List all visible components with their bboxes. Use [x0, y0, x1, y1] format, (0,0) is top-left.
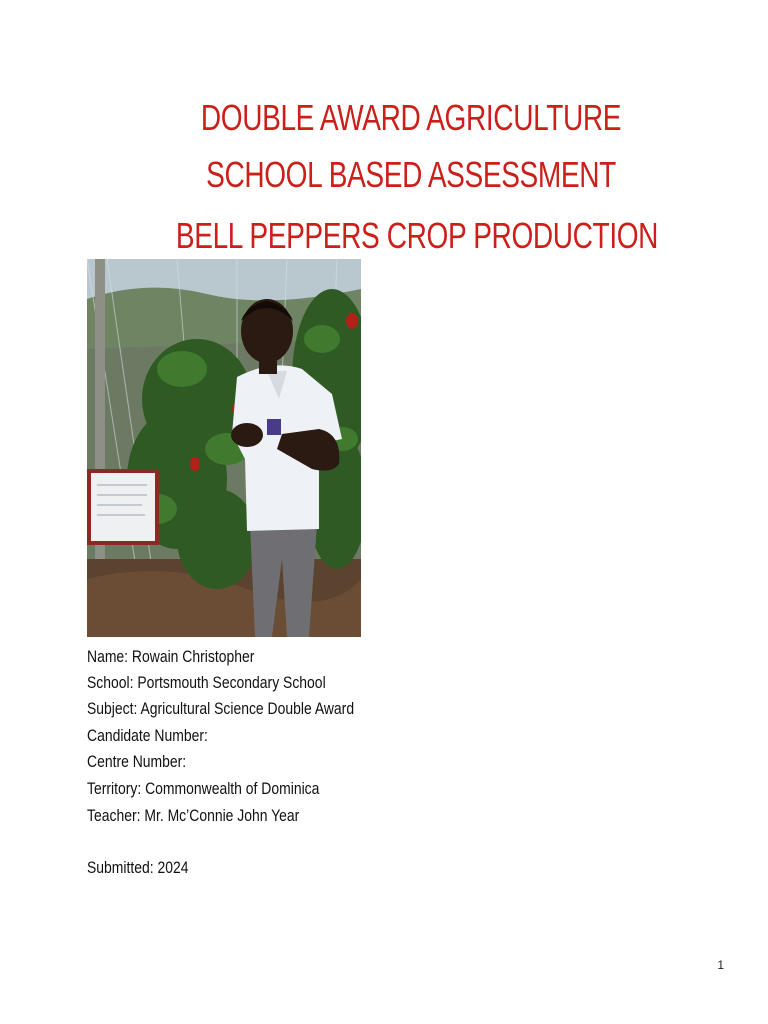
detail-name: Name: Rowain Christopher [87, 647, 255, 666]
page-number: 1 [717, 958, 724, 972]
detail-teacher: Teacher: Mr. Mc’Connie John Year [87, 806, 300, 825]
detail-subject: Subject: Agricultural Science Double Award [87, 699, 355, 718]
detail-candidate-number: Candidate Number: [87, 726, 208, 745]
detail-school: School: Portsmouth Secondary School [87, 673, 326, 692]
title-line-1: DOUBLE AWARD AGRICULTURE [200, 97, 622, 138]
detail-territory: Territory: Commonwealth of Dominica [87, 779, 320, 798]
student-photo [87, 259, 361, 637]
title-line-2: SCHOOL BASED ASSESSMENT [206, 154, 616, 195]
title-line-3: BELL PEPPERS CROP PRODUCTION [175, 215, 659, 256]
detail-centre-number: Centre Number: [87, 752, 187, 771]
submitted-year: Submitted: 2024 [87, 858, 189, 877]
